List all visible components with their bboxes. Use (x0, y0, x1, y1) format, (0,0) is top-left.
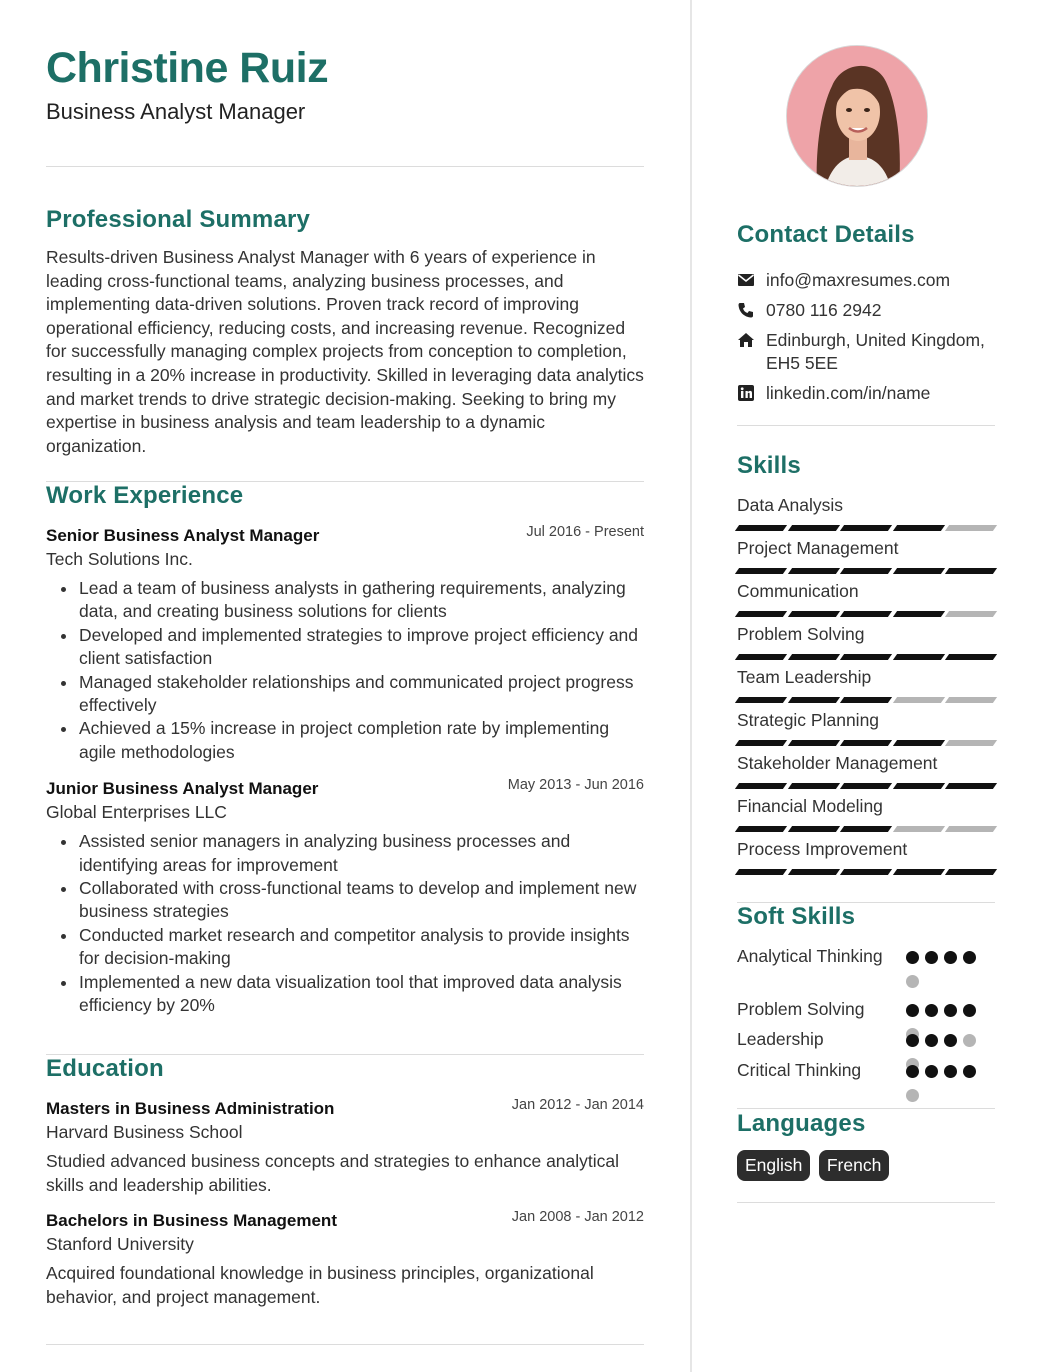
envelope-icon (737, 271, 755, 289)
skill-name: Data Analysis (737, 495, 844, 515)
skill-segment-empty (893, 697, 945, 703)
education-section (46, 1055, 644, 1309)
skills-list (737, 495, 995, 882)
job-bullets (46, 830, 644, 1017)
skill-name: Problem Solving (737, 624, 865, 644)
skill-segment-filled (787, 525, 839, 531)
skill-segment-filled (735, 826, 787, 832)
job-bullet: Developed and implemented strategies to improve project efficiency and client satisfaction (46, 624, 644, 671)
skill-level-bar (737, 783, 995, 789)
contact-section (737, 221, 995, 412)
skill-level-bar (737, 869, 995, 875)
education-entry (46, 1211, 644, 1309)
job-bullets (46, 577, 644, 764)
soft-skill-name: Analytical Thinking (737, 946, 883, 966)
skill-item (737, 581, 995, 624)
summary-text: Results-driven Business Analyst Manager with 6 years of experience in leading cross-functional teams, analyzing business processes, and implementing data-driven solutions. Proven track record of improving operational efficiency, reducing costs, and increasing revenue. Recognized for successfully managing complex projects from conception to completion, resulting in a 20% increase in productivity. Skilled in leveraging data analytics and market trends to drive strategic decision-making. Seeking to bring my expertise in business analysis and team leadership to a dynamic organization. (46, 247, 644, 456)
soft-skill-dot-filled (906, 1065, 919, 1078)
soft-skills-divider (737, 1108, 995, 1109)
linkedin-icon (737, 384, 755, 402)
skill-segment-empty (945, 697, 997, 703)
experience-heading: Work Experience (46, 482, 244, 509)
soft-skill-dot-empty (906, 975, 919, 988)
education-desc: Acquired foundational knowledge in business principles, organizational behavior, and project management. (46, 1263, 594, 1307)
job-date: May 2013 - Jun 2016 (507, 777, 644, 794)
skill-name: Financial Modeling (737, 796, 883, 816)
education-entry (46, 1099, 644, 1197)
job-bullet: Implemented a new data visualization tool that improved data analysis efficiency by 20% (46, 971, 644, 1018)
soft-skill-dot-filled (906, 951, 919, 964)
languages-section (737, 1110, 995, 1181)
languages-list (737, 1150, 995, 1181)
skill-segment-filled (945, 654, 997, 660)
language-badge: English (737, 1150, 810, 1181)
skill-segment-filled (945, 568, 997, 574)
linkedin-text: linkedin.com/in/name (766, 383, 931, 403)
skill-segment-filled (787, 568, 839, 574)
skill-item (737, 538, 995, 581)
home-icon (737, 331, 755, 349)
skill-segment-filled (840, 525, 892, 531)
contact-address (737, 329, 995, 382)
soft-skill-dot-filled (963, 951, 976, 964)
skill-segment-filled (735, 740, 787, 746)
soft-skill-item (737, 1028, 995, 1051)
skill-level-bar (737, 697, 995, 703)
skill-segment-filled (893, 740, 945, 746)
contact-divider (737, 425, 995, 426)
skill-segment-filled (787, 611, 839, 617)
skill-segment-filled (840, 783, 892, 789)
skill-item (737, 796, 995, 839)
soft-skill-dot-empty (963, 1034, 976, 1047)
skill-segment-filled (787, 783, 839, 789)
job-bullet: Achieved a 15% increase in project completion rate by implementing agile methodologies (46, 717, 644, 764)
skill-item (737, 710, 995, 753)
education-date: Jan 2012 - Jan 2014 (511, 1097, 644, 1113)
profile-photo (786, 45, 928, 187)
soft-skill-dot-filled (963, 1004, 976, 1017)
skill-name: Stakeholder Management (737, 753, 938, 773)
skill-segment-filled (787, 826, 839, 832)
soft-skill-dot-filled (944, 1004, 957, 1017)
phone-icon (737, 301, 755, 319)
skill-segment-filled (787, 740, 839, 746)
job-bullet: Lead a team of business analysts in gathering requirements, analyzing data, and creating business solutions for clients (46, 577, 644, 624)
skill-segment-filled (893, 611, 945, 617)
skill-name: Communication (737, 581, 859, 601)
languages-heading: Languages (737, 1110, 866, 1137)
email-text: info@maxresumes.com (766, 270, 951, 290)
experience-section (46, 482, 644, 1018)
skill-segment-filled (840, 611, 892, 617)
soft-skill-dot-filled (906, 1034, 919, 1047)
skill-name: Team Leadership (737, 667, 872, 687)
skill-level-bar (737, 826, 995, 832)
skill-segment-filled (945, 869, 997, 875)
job-bullet: Assisted senior managers in analyzing business processes and identifying areas for improvement (46, 830, 644, 877)
skill-segment-filled (735, 611, 787, 617)
address-line1: Edinburgh, United Kingdom, (766, 330, 985, 350)
job-company: Global Enterprises LLC (46, 802, 227, 823)
skill-segment-filled (945, 783, 997, 789)
degree-title: Masters in Business Administration (46, 1099, 335, 1118)
skill-segment-filled (893, 869, 945, 875)
degree-title: Bachelors in Business Management (46, 1211, 337, 1231)
skill-segment-filled (787, 697, 839, 703)
soft-skills-heading: Soft Skills (737, 903, 856, 930)
languages-divider (737, 1202, 995, 1203)
skill-segment-filled (735, 869, 787, 875)
soft-skill-name: Leadership (737, 1029, 824, 1049)
soft-skill-dot-filled (925, 1065, 938, 1078)
soft-skill-dot-filled (944, 1034, 957, 1047)
contact-email[interactable] (737, 269, 995, 299)
language-badge: French (819, 1150, 889, 1181)
skill-level-bar (737, 525, 995, 531)
skill-segment-empty (893, 826, 945, 832)
soft-skill-dot-empty (906, 1089, 919, 1102)
skill-item (737, 839, 995, 882)
job-date: Jul 2016 - Present (526, 524, 644, 540)
skill-item (737, 667, 995, 710)
job-bullet: Collaborated with cross-functional teams to develop and implement new business strategies (46, 877, 644, 924)
portrait-illustration (787, 46, 928, 187)
skill-segment-empty (945, 740, 997, 746)
school-name: Stanford University (46, 1234, 194, 1255)
skill-segment-filled (840, 654, 892, 660)
summary-section (46, 206, 644, 458)
soft-skill-dot-filled (963, 1065, 976, 1078)
skill-name: Project Management (737, 538, 899, 558)
soft-skill-item (737, 998, 995, 1021)
job-title: Junior Business Analyst Manager (46, 779, 319, 799)
soft-skills-section (737, 903, 995, 1080)
skills-section (737, 452, 995, 882)
soft-skill-dot-filled (906, 1004, 919, 1017)
job-entry (46, 526, 644, 764)
skill-item (737, 753, 995, 796)
contact-linkedin[interactable] (737, 382, 995, 412)
soft-skill-name: Critical Thinking (737, 1060, 862, 1080)
skill-level-bar (737, 740, 995, 746)
skill-segment-filled (893, 525, 945, 531)
address-line2: EH5 5EE (766, 353, 838, 373)
skill-segment-empty (945, 611, 997, 617)
skill-name: Strategic Planning (737, 710, 880, 730)
skill-segment-empty (945, 525, 997, 531)
skill-segment-filled (893, 568, 945, 574)
skill-name: Process Improvement (737, 839, 908, 859)
school-name: Harvard Business School (46, 1122, 243, 1142)
summary-heading: Professional Summary (46, 206, 311, 233)
contact-phone[interactable] (737, 299, 995, 329)
skill-segment-filled (893, 783, 945, 789)
skill-segment-filled (893, 654, 945, 660)
soft-skill-dot-filled (925, 1034, 938, 1047)
job-title: Senior Business Analyst Manager (46, 526, 320, 545)
education-heading: Education (46, 1055, 164, 1082)
skill-segment-filled (840, 740, 892, 746)
skill-segment-filled (735, 654, 787, 660)
skills-heading: Skills (737, 452, 801, 479)
job-entry (46, 779, 644, 1017)
soft-skill-dot-filled (944, 951, 957, 964)
job-bullet: Conducted market research and competitor analysis to provide insights for decision-making (46, 924, 644, 971)
skill-segment-filled (840, 826, 892, 832)
skill-segment-filled (735, 783, 787, 789)
column-divider (690, 0, 692, 1372)
skill-item (737, 495, 995, 538)
soft-skill-item (737, 945, 995, 968)
skill-item (737, 624, 995, 667)
job-bullet: Managed stakeholder relationships and communicated project progress effectively (46, 671, 644, 718)
skill-segment-filled (735, 697, 787, 703)
education-date: Jan 2008 - Jan 2012 (511, 1209, 644, 1226)
skill-segment-filled (840, 568, 892, 574)
phone-text: 0780 116 2942 (766, 300, 882, 320)
skill-segment-filled (840, 697, 892, 703)
education-desc: Studied advanced business concepts and strategies to enhance analytical skills and leadership abilities. (46, 1151, 620, 1195)
contact-heading: Contact Details (737, 221, 915, 248)
soft-skill-name: Problem Solving (737, 999, 865, 1019)
education-divider (46, 1344, 644, 1345)
skill-segment-filled (787, 869, 839, 875)
skill-segment-filled (787, 654, 839, 660)
soft-skill-dot-filled (944, 1065, 957, 1078)
soft-skill-dot-filled (925, 951, 938, 964)
soft-skill-item (737, 1059, 995, 1082)
job-company: Tech Solutions Inc. (46, 549, 193, 569)
candidate-title: Business Analyst Manager (46, 99, 306, 124)
skill-segment-filled (840, 869, 892, 875)
skill-segment-filled (735, 525, 787, 531)
skill-level-bar (737, 654, 995, 660)
candidate-name: Christine Ruiz (46, 44, 329, 92)
soft-skill-dot-filled (925, 1004, 938, 1017)
header-divider (46, 166, 644, 167)
skill-level-bar (737, 611, 995, 617)
skill-level-bar (737, 568, 995, 574)
skill-segment-filled (735, 568, 787, 574)
skill-segment-empty (945, 826, 997, 832)
